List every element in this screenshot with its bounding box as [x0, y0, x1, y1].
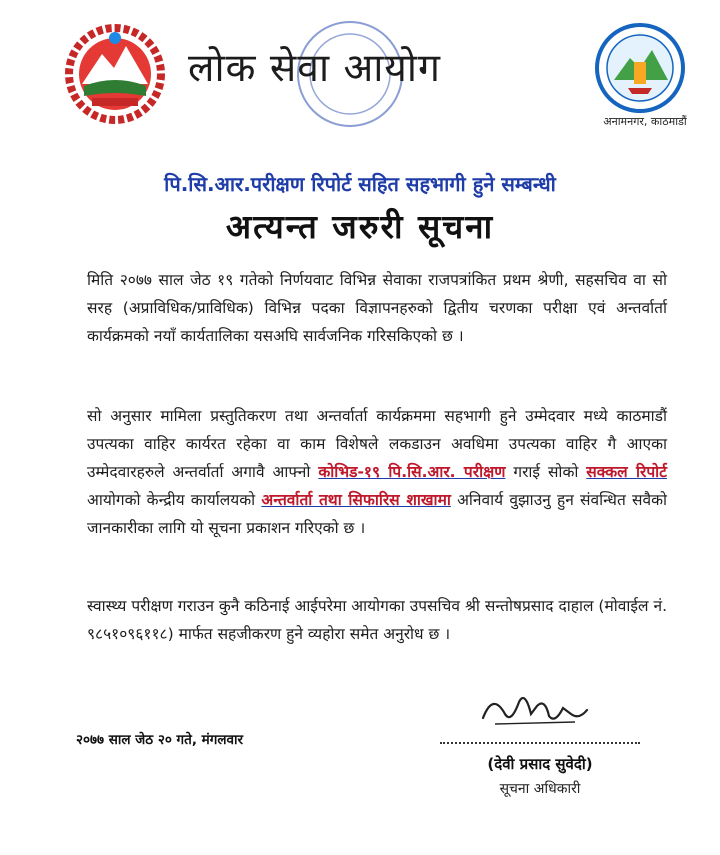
highlight-pcr-test: कोभिड-१९ पि.सि.आर. परीक्षण — [318, 463, 506, 481]
organization-title: लोक सेवा आयोग — [188, 46, 441, 91]
signature-line — [440, 742, 640, 744]
notice-date: २०७७ साल जेठ २० गते, मंगलवार — [76, 732, 244, 748]
officer-name: (देवी प्रसाद सुवेदी) — [487, 755, 593, 773]
location-text: अनामनगर, काठमाडौं — [603, 115, 687, 128]
paragraph-2-text: अनिवार्य वुझाउनु हुन संवन्धित सवैको जानकारीका लागि यो सूचना प्रकाशन गरिएको छ । — [87, 491, 667, 537]
commission-seal-icon — [590, 22, 690, 114]
nepal-emblem-icon — [62, 24, 168, 124]
officer-title: सूचना अधिकारी — [499, 781, 581, 797]
paragraph-2-text: गराई सोको — [513, 463, 579, 481]
notice-title: अत्यन्त जरुरी सूचना — [225, 207, 495, 246]
notice-subtitle: पि.सि.आर.परीक्षण रिपोर्ट सहित सहभागी हुने सम्बन्धी — [164, 172, 556, 196]
paragraph-3: स्वास्थ्य परीक्षण गराउन कुनै कठिनाई आईपरेमा आयोगका उपसचिव श्री सन्तोषप्रसाद दाहाल (मोवाईल नं. ९८५१०९६११८) मार्फत सहजीकरण हुने व्यहोरा समेत अनुरोध छ । — [87, 597, 667, 643]
signature-icon — [475, 684, 595, 734]
paragraph-2 — [87, 402, 667, 542]
paragraph-2-text: आयोगको केन्द्रीय कार्यालयको — [87, 491, 256, 509]
paragraph-1: मिति २०७७ साल जेठ १९ गतेको निर्णयवाट विभिन्न सेवाका राजपत्रांकित प्रथम श्रेणी, सहसचिव वा सो सरह (अप्राविधिक/प्राविधिक) विभिन्न पदका विज्ञापनहरुको द्वितीय चरणका परीक्षा एवं अन्तर्वार्ता कार्यक्रमको नयाँ कार्यतालिका यसअघि सार्वजनिक गरिसकिएको छ । — [87, 271, 667, 345]
paragraph-2-text: सो अनुसार मामिला प्रस्तुतिकरण तथा अन्तर्वार्ता कार्यक्रममा सहभागी हुने उम्मेदवार मध्ये काठमाडौं उपत्यका वाहिर कार्यरत रहेका वा काम विशेषले लकडाउन अवधिमा उपत्यका वाहिर गै आएका उम्मेदवारहरुले अन्तर्वार्ता अगावै आफ्नो — [87, 407, 667, 481]
highlight-interview-section: अन्तर्वार्ता तथा सिफारिस शाखामा — [261, 491, 451, 509]
highlight-original-report: सक्कल रिपोर्ट — [586, 463, 667, 481]
